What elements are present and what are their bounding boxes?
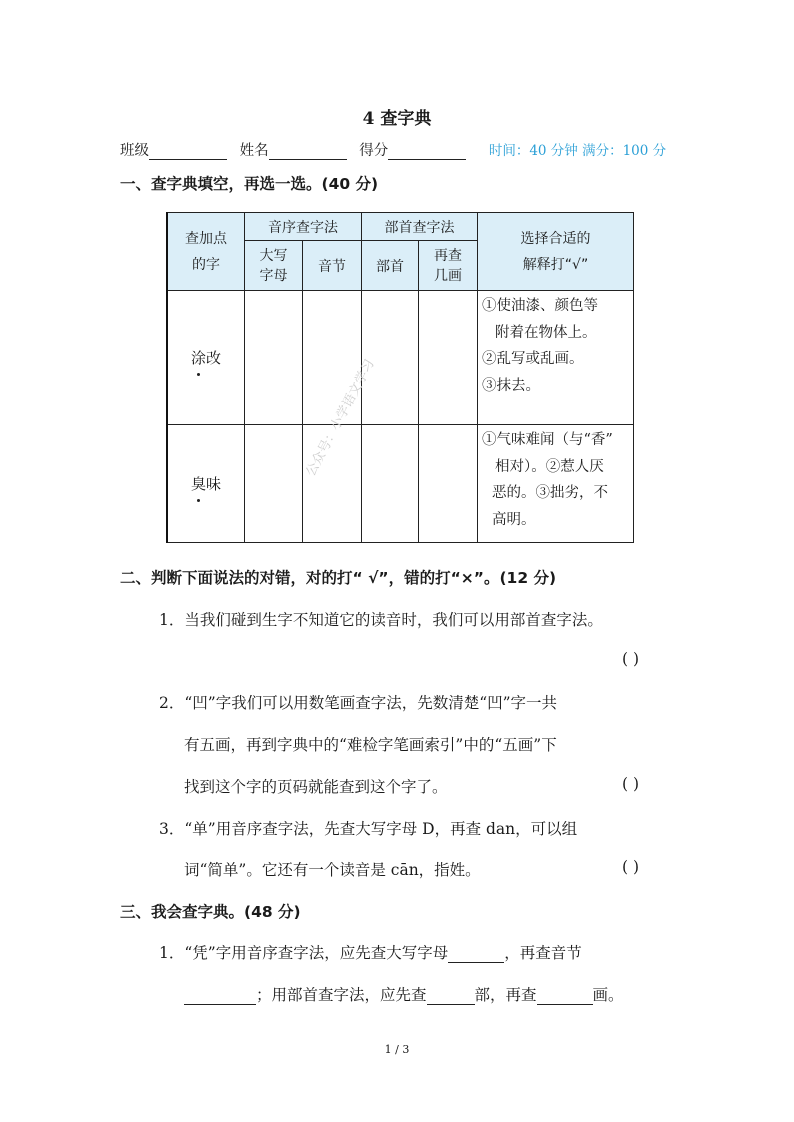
section2-heading: 二、判断下面说法的对错，对的打“ √”，错的打“×”。(12 分) [120, 569, 557, 587]
question-2-2-line1: 2．“凹”字我们可以用数笔画查字法，先数清楚“凹”字一共 [159, 694, 558, 712]
question-2-2-line3: 找到这个字的页码就能查到这个字了。 [184, 778, 448, 796]
name-blank[interactable] [269, 145, 347, 160]
answer-cell[interactable] [419, 291, 478, 425]
answer-cell[interactable] [245, 291, 303, 425]
word-cell: 涂改 [167, 291, 245, 425]
header-daxie: 大写 字母 [245, 241, 303, 291]
header-yinjie: 音节 [303, 241, 362, 291]
header-yinxu: 音序查字法 [245, 213, 362, 241]
header-choose: 选择合适的 解释打“√” [478, 213, 634, 291]
watermark: 公众号：小学语文学习 [303, 357, 378, 479]
info-line [120, 139, 666, 160]
question-2-1: 1．当我们碰到生字不知道它的读音时，我们可以用部首查字法。 [159, 611, 603, 629]
time-info: 时间：40 分钟 满分：100 分 [488, 143, 667, 159]
fill-blank[interactable] [537, 988, 593, 1005]
table-row [167, 291, 634, 425]
score-blank[interactable] [388, 145, 466, 160]
question-3-1-line2: ；用部首查字法，应先查 部，再查 画。 [184, 983, 624, 1005]
fill-blank[interactable] [427, 988, 475, 1005]
dotted-char: 臭 [190, 475, 206, 493]
page-title: 4 查字典 [362, 109, 432, 129]
question-2-3-line2: 词“简单”。它还有一个读音是 cān，指姓。 [184, 861, 481, 879]
section1-heading: 一、查字典填空，再选一选。(40 分) [120, 175, 379, 193]
table-row [167, 425, 634, 543]
fill-blank[interactable] [448, 946, 504, 963]
meaning-cell: ①使油漆、颜色等 附着在物体上。 ②乱写或乱画。 ③抹去。 [478, 291, 634, 425]
answer-cell[interactable] [362, 291, 419, 425]
name-label: 姓名 [239, 143, 269, 159]
page-number: 1 / 3 [384, 1043, 410, 1056]
score-label: 得分 [359, 143, 389, 159]
section3-heading: 三、我会查字典。(48 分) [120, 903, 301, 921]
header-bushou: 部首查字法 [362, 213, 478, 241]
header-bushou-sub: 部首 [362, 241, 419, 291]
lookup-table [166, 212, 634, 543]
answer-paren-2-3[interactable]: ( ) [622, 858, 640, 876]
meaning-cell: ①气味难闻（与“香” 相对）。②惹人厌 恶的。③拙劣，不 高明。 [478, 425, 634, 543]
header-char: 查加点 的字 [167, 213, 245, 291]
answer-cell[interactable] [419, 425, 478, 543]
answer-paren-2-1[interactable]: ( ) [622, 650, 640, 668]
dotted-char: 涂 [190, 349, 206, 367]
question-2-2-line2: 有五画，再到字典中的“难检字笔画索引”中的“五画”下 [184, 736, 557, 754]
question-3-1-line1: 1．“凭”字用音序查字法，应先查大写字母 ，再查音节 [159, 944, 582, 962]
answer-cell[interactable] [362, 425, 419, 543]
answer-paren-2-2[interactable]: ( ) [622, 775, 640, 793]
class-label: 班级 [120, 143, 149, 159]
class-blank[interactable] [149, 145, 227, 160]
header-zaicha: 再查 几画 [419, 241, 478, 291]
word-cell: 臭味 [167, 425, 245, 543]
answer-cell[interactable] [245, 425, 303, 543]
fill-blank[interactable] [184, 988, 256, 1005]
question-2-3-line1: 3．“单”用音序查字法，先查大写字母 D，再查 dan，可以组 [159, 820, 578, 838]
